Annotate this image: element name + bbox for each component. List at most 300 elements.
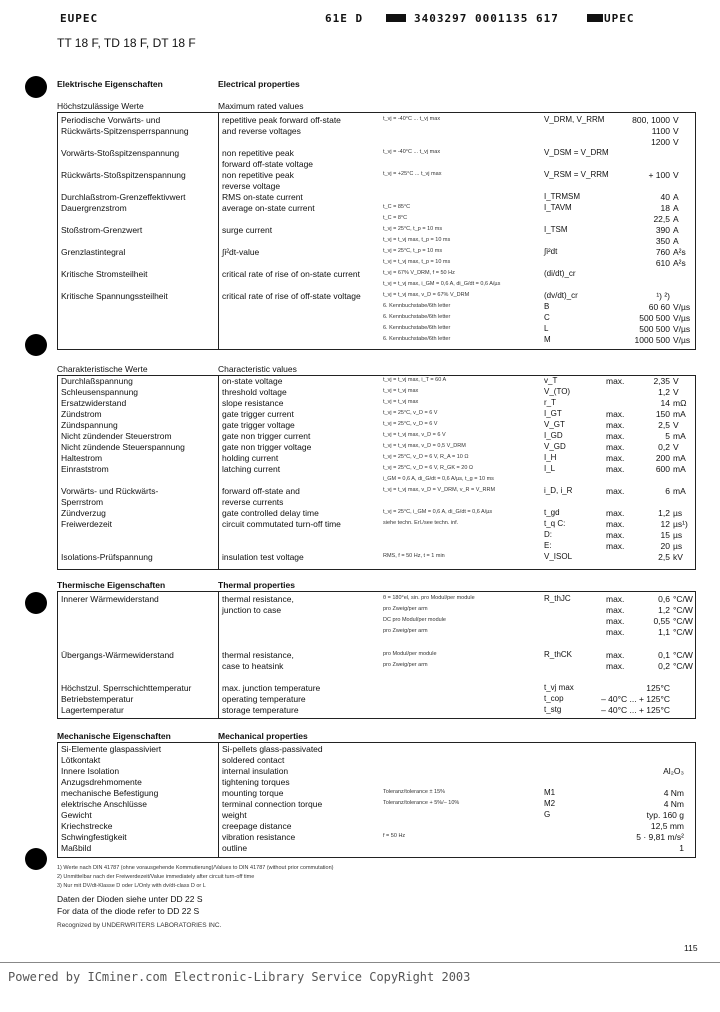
cell-unit: A [673,225,679,235]
cell-de: Nicht zündende Steuerspannung [61,442,185,452]
table-row [0,376,720,387]
cell-val: 0,2 [658,442,670,452]
table-row [0,214,720,225]
cell-en: RMS on-state current [222,192,303,202]
table-row [0,530,720,541]
table-row [0,269,720,280]
cell-en: weight [222,810,247,820]
cell-cond: t_vj = t_vj max [383,388,419,394]
cell-de: Kritische Spannungssteilheit [61,291,168,301]
cell-de: Zündstrom [61,409,102,419]
cell-val: 760 [655,247,670,257]
table-row [0,821,720,832]
cell-cond: pro Modul/per module [383,651,437,657]
cell-cond: t_vj = 67% V_DRM, f = 50 Hz [383,270,455,276]
table-row [0,170,720,181]
cell-q: max. [606,627,625,637]
cell-cond: t_vj = 25°C, v_D = 6 V [383,421,438,427]
cell-val: typ. 160 g [646,810,684,820]
cell-q: max. [606,431,625,441]
cell-sym: I_TAVM [544,203,572,212]
cell-cond: Toleranz/tolerance ± 15% [383,789,446,795]
cell-de: Schleusenspannung [61,387,139,397]
cell-de: Freiwerdezeit [61,519,113,529]
table-row [0,594,720,605]
cell-cond: pro Zweig/per arm [383,606,428,612]
cell-unit: A [673,214,679,224]
cell-de: Nicht zündender Steuerstrom [61,431,172,441]
cell-sym: B [544,302,550,311]
punch-hole-1 [25,76,47,98]
table-row [0,137,720,148]
cell-de: Einraststrom [61,464,109,474]
cell-val: 1 [679,843,684,853]
cell-de: Schwingfestigkeit [61,832,127,842]
cell-en: internal insulation [222,766,289,776]
cell-unit: °C/W [673,650,693,660]
cell-en: gate non trigger voltage [222,442,312,452]
cell-unit: °C/W [673,605,693,615]
cell-unit: mA [673,409,686,419]
cell-sym: I_TSM [544,225,568,234]
cell-de: Anzugsdrehmomente [61,777,142,787]
cell-unit: µs [673,508,683,518]
cell-en: storage temperature [222,705,299,715]
cell-unit: mA [673,431,686,441]
cell-cond: t_vj = 25°C, i_GM = 0,6 A, di_G/dt = 0,6 A/µs [383,509,493,515]
cell-unit: mA [673,453,686,463]
cell-de: Höchstzul. Sperrschichttemperatur [61,683,192,693]
cell-val: 5 · 9,81 m/s² [636,832,684,842]
cell-sym: i_D, i_R [544,486,573,495]
cell-val: 1000 500 [634,335,670,345]
cell-sym: t_vj max [544,683,574,692]
cell-de: Übergangs-Wärmewiderstand [61,650,174,660]
cell-val: 15 [660,530,670,540]
table-row [0,387,720,398]
cell-sym: V_ISOL [544,552,573,561]
cell-en: latching current [222,464,281,474]
cell-en: repetitive peak forward off-state [222,115,341,125]
table-row [0,552,720,563]
cell-sym: R_thJC [544,594,571,603]
cell-q: max. [606,605,625,615]
table-row [0,313,720,324]
table-row [0,398,720,409]
table-row [0,280,720,291]
table-row [0,181,720,192]
cell-val: 500 500 [639,313,670,323]
cell-sym: G [544,810,551,819]
cell-en: forward off-state and [222,486,300,496]
cell-cond: RMS, f = 50 Hz, t = 1 min [383,553,445,559]
cell-q: max. [606,442,625,452]
table-row [0,148,720,159]
cell-unit: °C/W [673,661,693,671]
cell-q: max. [606,530,625,540]
cell-cond: t_vj = t_vj max, i_GM = 0,6 A, di_G/dt = 0,6 A/µs [383,281,501,287]
cell-sym: E: [544,541,552,550]
cell-val: ¹) ²) [656,291,670,301]
cell-sym: V_DSM = V_DRM [544,148,609,157]
cell-en: slope resistance [222,398,284,408]
cell-en: non repetitive peak [222,170,294,180]
table-row [0,247,720,258]
table-row [0,605,720,616]
cell-sym: t_cop [544,694,564,703]
table-row [0,335,720,346]
cell-val: 0,6 [658,594,670,604]
cell-val: 125°C [646,683,670,693]
cell-val: 12,5 mm [650,821,684,831]
cell-de: mechanische Befestigung [61,788,159,798]
cell-sym: V_GT [544,420,565,429]
cell-en: junction to case [222,605,282,615]
cell-de: Stoßstrom-Grenzwert [61,225,143,235]
cell-de: Dauergrenzstrom [61,203,127,213]
cell-sym: V_RSM = V_RRM [544,170,609,179]
electrical-heading-de: Elektrische Eigenschaften [57,79,163,89]
cell-val: – 40°C ... + 125°C [601,694,670,704]
cell-unit: mΩ [673,398,687,408]
cell-cond: pro Zweig/per arm [383,662,428,668]
cell-q: max. [606,486,625,496]
cell-sym: C [544,313,550,322]
cell-sym: I_L [544,464,556,473]
cell-de: Vorwärts-Stoßspitzenspannung [61,148,180,158]
thermal-heading-en: Thermal properties [218,580,295,590]
table-row [0,694,720,705]
table-row [0,203,720,214]
cell-sym: M1 [544,788,556,797]
cell-unit: mA [673,486,686,496]
ul-recognized: Recognized by UNDERWRITERS LABORATORIES INC. [57,922,222,929]
cell-sym: v_T [544,376,558,385]
cell-de: Rückwärts-Spitzensperrspannung [61,126,189,136]
table-row [0,159,720,170]
cell-cond: t_vj = t_vj max [383,399,419,405]
cell-cond: 6. Kennbuchstabe/6th letter [383,314,451,320]
cell-en: case to heatsink [222,661,284,671]
cell-sym: I_TRMSM [544,192,580,201]
brand-block [587,14,603,22]
header-code: 61E D [325,12,364,25]
table-row [0,486,720,497]
cell-val: 800, 1000 [632,115,670,125]
cell-cond: t_vj = t_vj max, i_T = 60 A [383,377,447,383]
cell-unit: A [673,236,679,246]
cell-en: forward off-state voltage [222,159,314,169]
cell-q: max. [606,420,625,430]
cell-cond: siehe techn. Erl./see techn. inf. [383,520,459,526]
cell-val: 1100 [651,126,670,136]
cell-cond: θ = 180°el, sin. pro Modul/per module [383,595,475,601]
cell-cond: t_vj = 25°C, t_p = 10 ms [383,248,443,254]
cell-val: 40 [660,192,670,202]
cell-unit: µs [673,541,683,551]
cell-cond: 6. Kennbuchstabe/6th letter [383,325,451,331]
cell-val: 20 [660,541,670,551]
cell-val: 500 500 [639,324,670,334]
table-row [0,115,720,126]
cell-de: Durchlaßspannung [61,376,133,386]
cell-val: 1,2 [658,387,670,397]
table-row [0,777,720,788]
eupec-logo: EUPEC [60,12,99,25]
cell-en: insulation test voltage [222,552,304,562]
cell-cond: 6. Kennbuchstabe/6th letter [383,336,451,342]
cell-val: 18 [660,203,670,213]
table-row [0,650,720,661]
cell-en: non repetitive peak [222,148,294,158]
cell-cond: t_vj = 25°C, v_D = 6 V [383,410,438,416]
table-row [0,508,720,519]
cell-val: 1,2 [658,605,670,615]
cell-val: 2,5 [658,420,670,430]
cell-val: + 100 [648,170,670,180]
cell-en: holding current [222,453,279,463]
cell-en: gate trigger current [222,409,294,419]
cell-val: 12 [660,519,670,529]
cell-de: Isolations-Prüfspannung [61,552,153,562]
cell-sym: t_q C: [544,519,566,528]
table-row [0,431,720,442]
cell-en: Si-pellets glass-passivated [222,744,323,754]
diode-ref-de: Daten der Dioden siehe unter DD 22 S [57,894,203,904]
footer-divider [0,962,720,963]
cell-val: 610 [655,258,670,268]
cell-val: 22,5 [653,214,670,224]
cell-val: 0,1 [658,650,670,660]
table-row [0,464,720,475]
cell-en: threshold voltage [222,387,287,397]
cell-en: max. junction temperature [222,683,321,693]
cell-unit: V [673,387,679,397]
cell-en: on-state voltage [222,376,283,386]
cell-unit: °C/W [673,627,693,637]
cell-val: 2,5 [658,552,670,562]
cell-sym: r_T [544,398,556,407]
cell-de: Gewicht [61,810,92,820]
table-row [0,788,720,799]
diode-ref-en: For data of the diode refer to DD 22 S [57,906,200,916]
table-row [0,519,720,530]
cell-en: outline [222,843,248,853]
cell-q: max. [606,661,625,671]
cell-en: creepage distance [222,821,292,831]
table-row [0,683,720,694]
cell-en: operating temperature [222,694,306,704]
cell-en: tightening torques [222,777,290,787]
cell-cond: t_vj = t_vj max, v_D = V_DRM, v_R = V_RRM [383,487,496,493]
cell-de: Lagertemperatur [61,705,124,715]
footnote-2: 2) Unmittelbar nach der Freiwerdezeit/Value immediately after circuit turn-off time [57,874,255,880]
cell-unit: V [673,170,679,180]
cell-de: Grenzlastintegral [61,247,126,257]
table-row [0,616,720,627]
cell-unit: V [673,137,679,147]
cell-unit: V/µs [673,313,691,323]
cell-sym: (dv/dt)_cr [544,291,578,300]
cell-val: 390 [655,225,670,235]
cell-val: 350 [655,236,670,246]
max-rated-heading-en: Maximum rated values [218,101,304,111]
cell-unit: V [673,126,679,136]
table-row [0,192,720,203]
cell-cond: t_C = 85°C [383,204,411,210]
table-row [0,442,720,453]
cell-de: Maßbild [61,843,92,853]
cell-unit: V/µs [673,335,691,345]
cell-val: 0,2 [658,661,670,671]
cell-val: 5 [665,431,670,441]
table-row [0,420,720,431]
cell-en: critical rate of rise of off-state voltage [222,291,361,301]
table-row [0,475,720,486]
cell-unit: V/µs [673,302,691,312]
cell-cond: t_vj = 25°C, v_D = 6 V, R_GK = 20 Ω [383,465,474,471]
cell-de: Si-Elemente glaspassiviert [61,744,162,754]
cell-de: Ersatzwiderstand [61,398,127,408]
cell-sym: I_H [544,453,557,462]
cell-en: mounting torque [222,788,284,798]
footer-copyright: Powered by ICminer.com Electronic-Library Service CopyRight 2003 [8,970,471,984]
cell-cond: t_vj = t_vj max, v_D = 67% V_DRM [383,292,470,298]
cell-en: average on-state current [222,203,315,213]
cell-en: thermal resistance, [222,594,294,604]
table-row [0,453,720,464]
table-row [0,258,720,269]
cell-de: Kriechstrecke [61,821,113,831]
footnote-1: 1) Werte nach DIN 41787 (ohne vorausgehende Kommutierung)/Values to DIN 41787 (without prior commutation) [57,865,334,871]
cell-en: gate non trigger current [222,431,311,441]
cell-val: 4 Nm [663,788,684,798]
cell-en: gate trigger voltage [222,420,295,430]
table-row [0,810,720,821]
cell-cond: DC pro Modul/per module [383,617,446,623]
cell-sym: ∫i²dt [544,247,558,256]
cell-cond: t_C = 8°C [383,215,408,221]
table-row [0,755,720,766]
cell-q: max. [606,409,625,419]
table-row [0,236,720,247]
cell-sym: R_thCK [544,650,573,659]
cell-cond: t_vj = t_vj max, t_p = 10 ms [383,237,451,243]
page-number: 115 [684,943,698,953]
table-row [0,225,720,236]
cell-unit: A [673,192,679,202]
header-brand: UPEC [604,12,635,25]
char-heading-en: Characteristic values [218,364,297,374]
cell-q: max. [606,541,625,551]
cell-val: 1200 [651,137,670,147]
table-row [0,324,720,335]
table-row [0,497,720,508]
cell-sym: t_gd [544,508,560,517]
cell-unit: A²s [673,247,686,257]
cell-q: max. [606,453,625,463]
cell-q: max. [606,464,625,474]
cell-de: elektrische Anschlüsse [61,799,147,809]
cell-unit: V [673,442,679,452]
cell-q: max. [606,376,625,386]
table-row [0,744,720,755]
cell-q: max. [606,650,625,660]
max-rated-heading-de: Höchstzulässige Werte [57,101,144,111]
cell-de: Periodische Vorwärts- und [61,115,161,125]
table-row [0,302,720,313]
cell-unit: V [673,420,679,430]
cell-de: Innere Isolation [61,766,120,776]
table-row [0,291,720,302]
cell-en: circuit commutated turn-off time [222,519,341,529]
cell-cond: t_vj = 25°C, t_p = 10 ms [383,226,443,232]
cell-de: Zündverzug [61,508,106,518]
cell-val: 1,2 [658,508,670,518]
cell-unit: V/µs [673,324,691,334]
cell-sym: I_GT [544,409,562,418]
cell-q: max. [606,508,625,518]
cell-de: Kritische Stromsteilheit [61,269,148,279]
cell-sym: t_stg [544,705,562,714]
cell-de: Betriebstemperatur [61,694,134,704]
cell-unit: kV [673,552,683,562]
table-row [0,661,720,672]
cell-val: Al₂O₃ [663,766,684,776]
cell-val: 150 [655,409,670,419]
cell-val: 2,35 [653,376,670,386]
table-row [0,541,720,552]
table-row [0,409,720,420]
cell-cond: pro Zweig/per arm [383,628,428,634]
cell-cond: Toleranz/tolerance + 5%/– 10% [383,800,460,806]
cell-val: 6 [665,486,670,496]
electrical-heading-en: Electrical properties [218,79,300,89]
thermal-heading-de: Thermische Eigenschaften [57,580,166,590]
table-row [0,627,720,638]
footnote-3: 3) Nur mit DV/dt-Klasse D oder L/Only with dv/dt-class D or L [57,883,206,889]
cell-en: thermal resistance, [222,650,294,660]
cell-unit: A²s [673,258,686,268]
cell-en: gate controlled delay time [222,508,319,518]
cell-de: Innerer Wärmewiderstand [61,594,159,604]
cell-unit: V [673,115,679,125]
cell-val: 0,55 [653,616,670,626]
cell-val: 14 [660,398,670,408]
cell-cond: i_GM = 0,6 A, di_G/dt = 0,6 A/µs, t_g = 10 ms [383,476,494,482]
cell-cond: f = 50 Hz [383,833,406,839]
cell-cond: t_vj = t_vj max, v_D = 6 V [383,432,446,438]
cell-sym: V_DRM, V_RRM [544,115,605,124]
cell-en: soldered contact [222,755,285,765]
cell-sym: V_(TO) [544,387,571,396]
mech-heading-en: Mechanical properties [218,731,308,741]
cell-q: max. [606,594,625,604]
cell-val: 200 [655,453,670,463]
cell-unit: A [673,203,679,213]
table-row [0,126,720,137]
cell-en: critical rate of rise of on-state current [222,269,360,279]
cell-sym: M2 [544,799,556,808]
cell-val: 60 60 [648,302,670,312]
cell-cond: t_vj = -40°C ... t_vj max [383,149,441,155]
cell-en: surge current [222,225,273,235]
cell-val: 1,1 [658,627,670,637]
cell-cond: t_vj = t_vj max, t_p = 10 ms [383,259,451,265]
table-row [0,705,720,716]
cell-sym: V_GD [544,442,566,451]
cell-cond: t_vj = +25°C ... t_vj max [383,171,442,177]
